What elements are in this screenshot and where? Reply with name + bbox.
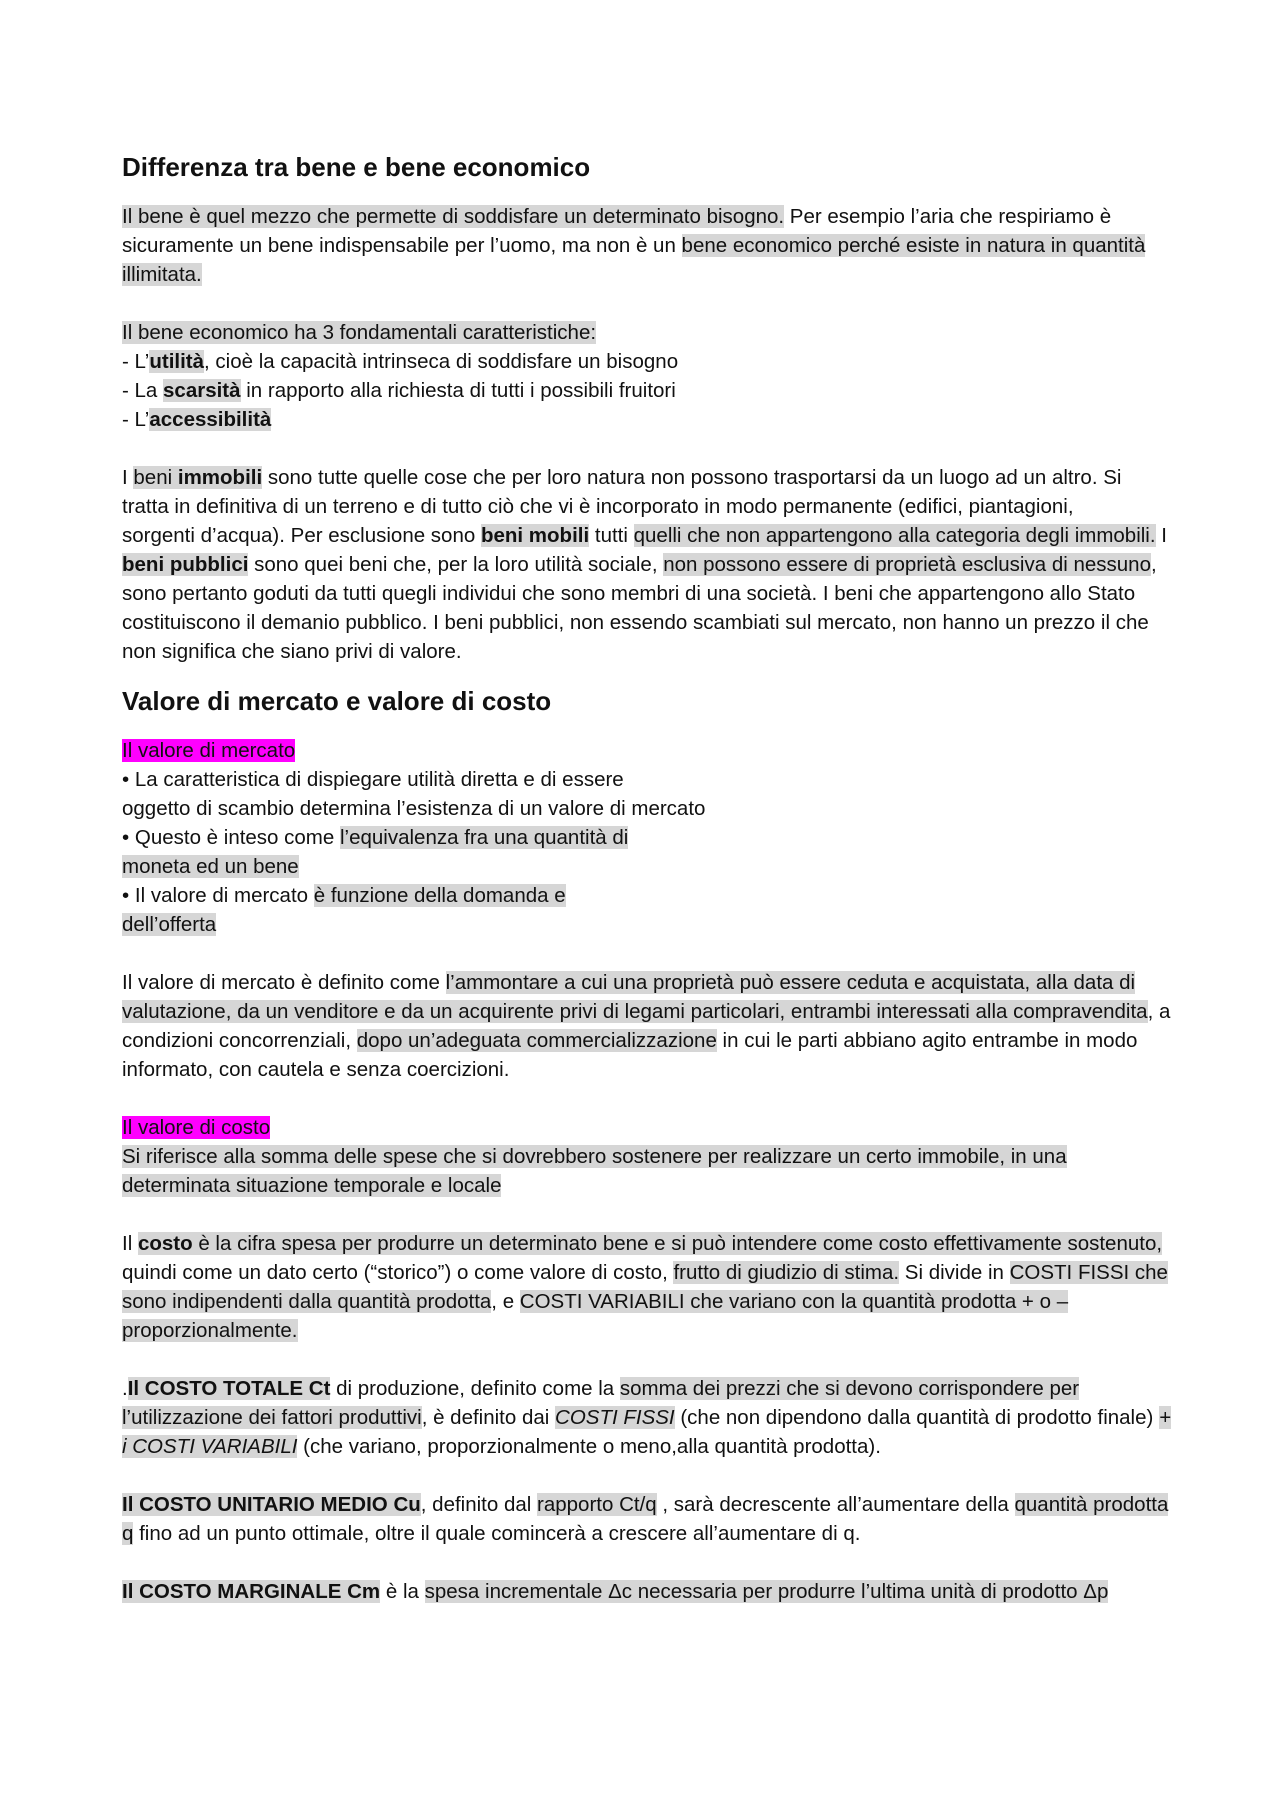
list-item-scarsita: [122, 376, 1172, 405]
highlight-text: moneta ed un bene: [122, 855, 299, 878]
bold-term: costo: [137, 1232, 193, 1255]
paragraph-costo-totale: [122, 1374, 1172, 1461]
highlight-text: Il bene è quel mezzo che permette di soddisfare un determinato bisogno.: [122, 205, 785, 228]
highlight-text: quelli che non appartengono alla categoria degli immobili.: [633, 524, 1156, 547]
highlight-text: bene economico perché esiste in natura in quantità illimitata.: [122, 234, 1146, 286]
highlight-text: beni: [133, 466, 178, 489]
plain-text: • Il valore di mercato: [122, 884, 314, 907]
bold-term: utilità: [149, 350, 205, 373]
highlight-text: frutto di giudizio di stima.: [673, 1261, 900, 1284]
magenta-heading: Il valore di mercato: [122, 739, 296, 762]
plain-text: Il valore di mercato è definito come: [122, 971, 446, 994]
bold-term: beni mobili: [480, 524, 590, 547]
plain-text: Il: [122, 1232, 138, 1255]
bold-term: accessibilità: [149, 408, 272, 431]
bold-term: Il COSTO MARGINALE Cm: [122, 1580, 381, 1603]
plain-text: sono tutte quelle cose che per loro natura non possono trasportarsi da un luogo ad un altro. Si tratta in definitiva di un terreno e di tutto ciò che vi è incorporato in modo permanente (edifici, piantagioni,: [122, 466, 1122, 518]
highlight-text: spesa incrementale Δc necessaria per produrre l’ultima unità di prodotto Δp: [424, 1580, 1109, 1603]
plain-text: - La: [122, 379, 164, 402]
paragraph-bene-definizione: [122, 202, 1172, 289]
highlight-text: è la cifra spesa per produrre un determinato bene e si può intendere come costo effettivamente sostenuto,: [192, 1232, 1163, 1255]
plain-text: in cui le parti abbiano agito entrambe in modo informato, con cautela e senza coercizioni.: [122, 1029, 1138, 1081]
plain-text: , definito dal: [420, 1493, 538, 1516]
italic-term: COSTI FISSI: [555, 1406, 675, 1429]
italic-term: + i COSTI VARIABILI: [122, 1406, 1172, 1458]
highlight-text: l’ammontare a cui una proprietà può essere ceduta e acquistata, alla data di valutazione, da un venditore e da un acquirente privi di legami particolari, entrambi interessati alla compravendita: [122, 971, 1148, 1023]
highlight-text: quantità prodotta q: [122, 1493, 1169, 1545]
bullet-2: [122, 823, 1172, 852]
plain-text: sono quei beni che, per la loro utilità sociale,: [248, 553, 664, 576]
plain-text: quindi come un dato certo (“storico”) o come valore di costo,: [122, 1261, 674, 1284]
list-item-accessibilita: [122, 405, 1172, 434]
plain-text: .: [122, 1377, 128, 1400]
plain-text: I: [1155, 524, 1167, 547]
bullet-3: [122, 881, 1172, 910]
document-page: [122, 150, 1172, 1606]
plain-text: fino ad un punto ottimale, oltre il quale comincerà a crescere all’aumentare di q.: [133, 1522, 861, 1545]
plain-text: • Questo è inteso come: [122, 826, 340, 849]
plain-text: Per esempio l’aria che respiriamo è sicuramente un bene indispensabile per l’uomo, ma non è un: [122, 205, 1112, 257]
highlight-text: COSTI FISSI che sono indipendenti dalla quantità prodotta: [122, 1261, 1168, 1313]
highlight-text: dell’offerta: [122, 913, 217, 936]
bold-term: immobili: [177, 466, 263, 489]
list-intro: [122, 318, 1172, 347]
bold-term: scarsità: [163, 379, 241, 402]
paragraph-beni-immobili: [122, 463, 1172, 521]
highlight-text: non possono essere di proprietà esclusiva di nessuno: [663, 553, 1151, 576]
plain-text: sorgenti d’acqua). Per esclusione sono: [122, 524, 481, 547]
paragraph-costo: [122, 1229, 1172, 1345]
plain-text: tutti: [589, 524, 634, 547]
bullet-2-cont: [122, 852, 1172, 881]
paragraph-definizione-mercato: [122, 968, 1172, 1084]
plain-text: , e: [491, 1290, 520, 1313]
paragraph-beni-mobili: [122, 521, 1172, 666]
plain-text: , sono pertanto goduti da tutti quegli individui che sono membri di una società. I beni che appartengono allo Stato costituiscono il demanio pubblico. I beni pubblici, non essendo scambiati sul mercato, non hanno un prezzo il che non significa che siano privi di valore.: [122, 553, 1157, 663]
plain-text: di produzione, definito come la: [330, 1377, 620, 1400]
section-title-bene: Differenza tra bene e bene economico: [122, 152, 591, 182]
bold-term: Il COSTO UNITARIO MEDIO Cu: [122, 1493, 421, 1516]
highlight-text: Il bene economico ha 3 fondamentali caratteristiche:: [122, 321, 597, 344]
heading-valore-costo: [122, 1113, 1172, 1142]
paragraph-costo-unitario: [122, 1490, 1172, 1548]
section-title-valore: Valore di mercato e valore di costo: [122, 686, 552, 716]
plain-text: (che variano, proporzionalmente o meno,alla quantità prodotta).: [297, 1435, 881, 1458]
bullet-3-cont: [122, 910, 1172, 939]
plain-text: , sarà decrescente all’aumentare della: [656, 1493, 1015, 1516]
plain-text: (che non dipendono dalla quantità di prodotto finale): [674, 1406, 1160, 1429]
paragraph-costo-marginale: [122, 1577, 1172, 1606]
highlight-text: Si riferisce alla somma delle spese che si dovrebbero sostenere per realizzare un certo immobile, in una determinata situazione temporale e locale: [122, 1145, 1067, 1197]
highlight-text: dopo un’adeguata commercializzazione: [356, 1029, 717, 1052]
bullet-1-cont: oggetto di scambio determina l’esistenza di un valore di mercato: [122, 797, 706, 820]
bold-term: beni pubblici: [122, 553, 249, 576]
plain-text: - L’: [122, 408, 150, 431]
plain-text: Si divide in: [899, 1261, 1010, 1284]
bold-term: Il COSTO TOTALE Ct: [127, 1377, 331, 1400]
paragraph-valore-costo: [122, 1142, 1172, 1200]
plain-text: , cioè la capacità intrinseca di soddisfare un bisogno: [204, 350, 679, 373]
highlight-text: COSTI VARIABILI che variano con la quantità prodotta + o – proporzionalmente.: [122, 1290, 1069, 1342]
plain-text: , a condizioni concorrenziali,: [122, 1000, 1171, 1052]
plain-text: I: [122, 466, 134, 489]
bullet-1: • La caratteristica di dispiegare utilità diretta e di essere: [122, 768, 624, 791]
highlight-text: somma dei prezzi che si devono corrispondere per l’utilizzazione dei fattori produttivi: [122, 1377, 1080, 1429]
highlight-text: rapporto Ct/q: [537, 1493, 657, 1516]
plain-text: - L’: [122, 350, 150, 373]
highlight-text: l’equivalenza fra una quantità di: [339, 826, 629, 849]
list-item-utilita: [122, 347, 1172, 376]
highlight-text: è funzione della domanda e: [313, 884, 566, 907]
plain-text: in rapporto alla richiesta di tutti i possibili fruitori: [240, 379, 676, 402]
heading-valore-mercato: [122, 736, 1172, 765]
magenta-heading: Il valore di costo: [122, 1116, 271, 1139]
plain-text: , è definito dai: [421, 1406, 556, 1429]
plain-text: è la: [380, 1580, 425, 1603]
